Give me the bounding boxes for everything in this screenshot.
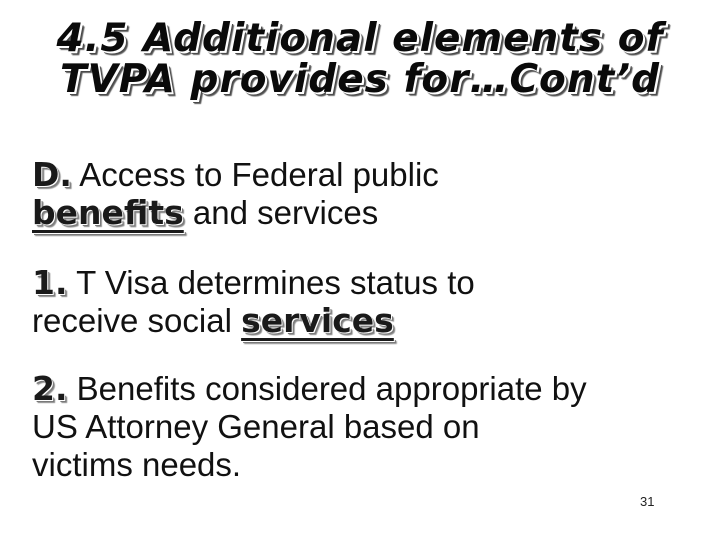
item-2-text-c: victims needs. — [32, 446, 242, 483]
item-d-text-a: Access to Federal public — [71, 156, 439, 193]
item-d-text-b: and services — [183, 194, 379, 231]
item-1-text-b: receive social — [32, 302, 242, 339]
item-d-marker: D. — [32, 155, 72, 194]
title-line-1: 4.5 Additional elements of — [56, 16, 664, 61]
slide-title — [0, 18, 720, 100]
item-d-emphasis: benefits — [32, 193, 184, 232]
item-1-text-a: T Visa determines status to — [67, 264, 475, 301]
item-d — [32, 156, 702, 232]
item-2-marker: 2. — [32, 369, 68, 408]
item-2-text-a: Benefits considered appropriate by — [67, 370, 587, 407]
item-2 — [32, 370, 702, 484]
page-number: 31 — [640, 494, 655, 509]
item-1 — [32, 264, 702, 340]
item-1-marker: 1. — [32, 263, 68, 302]
item-1-emphasis: services — [241, 301, 394, 340]
item-2-text-b: US Attorney General based on — [32, 408, 480, 445]
title-line-2: TVPA provides for…Cont’d — [60, 57, 660, 102]
